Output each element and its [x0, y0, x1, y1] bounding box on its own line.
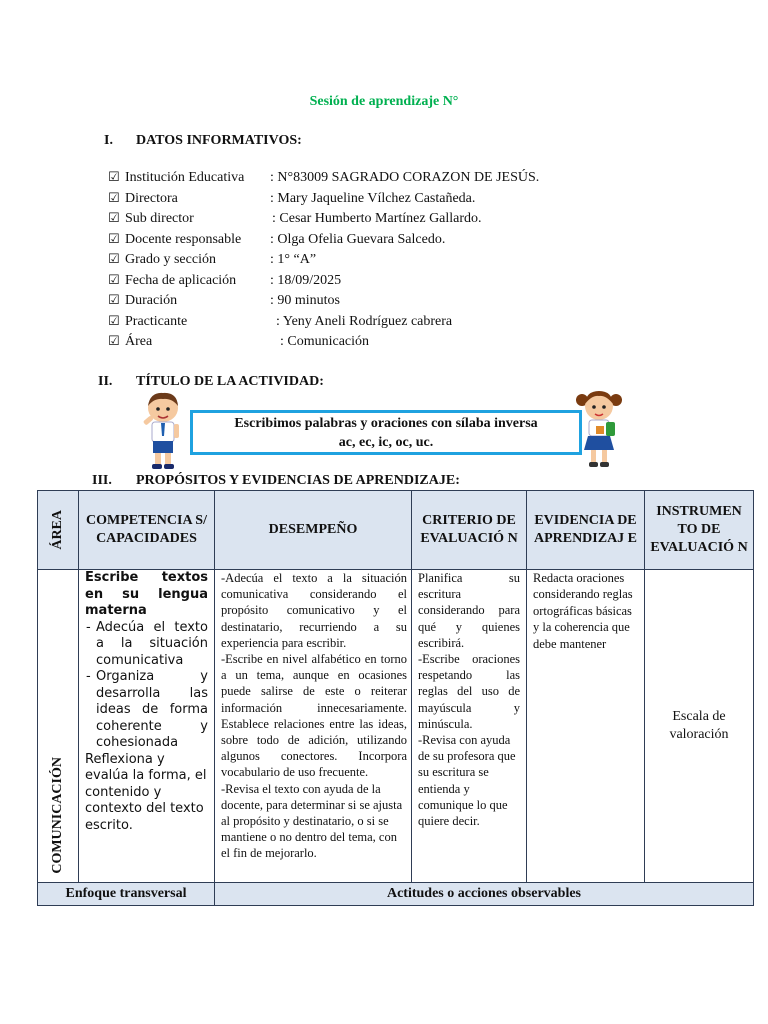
info-list	[108, 168, 540, 353]
info-label: Área	[125, 334, 153, 349]
activity-title-line1: Escribimos palabras y oraciones con sílaba inversa	[234, 416, 538, 431]
session-title: Sesión de aprendizaje N°	[309, 94, 459, 109]
info-row	[108, 230, 446, 251]
info-value: : Yeny Aneli Rodríguez cabrera	[276, 313, 453, 329]
info-value: : 18/09/2025	[270, 272, 342, 288]
section-2-title: TÍTULO DE LA ACTIVIDAD:	[136, 374, 324, 389]
instrumento-text: Escala de valoración	[669, 709, 729, 742]
checkbox-icon: ☑	[108, 334, 120, 349]
info-label: Directora	[125, 190, 178, 206]
activity-title-box	[190, 410, 582, 455]
info-row	[108, 271, 342, 292]
section-3-title: PROPÓSITOS Y EVIDENCIAS DE APRENDIZAJE:	[136, 473, 460, 488]
section-2-heading	[98, 374, 324, 390]
checkbox-icon: ☑	[108, 170, 120, 185]
header-area-cell	[38, 491, 79, 570]
capacidad-item: - Adecúa el texto a la situación comunicativa	[96, 620, 208, 670]
checkbox-icon: ☑	[108, 293, 120, 308]
info-row	[108, 189, 476, 210]
criterio-item: Planifica su escritura considerando para qué y quienes escribirá.	[418, 571, 520, 650]
desempeno-content	[215, 570, 411, 862]
info-value: : Comunicación	[280, 334, 370, 349]
girl-illustration	[576, 386, 622, 474]
info-value: : Olga Ofelia Guevara Salcedo.	[270, 231, 446, 247]
header-desempeno: DESEMPEÑO	[215, 491, 412, 570]
criterio-item: -Escribe oraciones respetando las reglas del uso de mayúscula y minúscula.	[418, 652, 520, 731]
instrumento-cell	[645, 570, 754, 883]
section-1-title: DATOS INFORMATIVOS:	[136, 133, 302, 148]
info-row	[108, 250, 317, 271]
criterio-item: -Revisa con ayuda de su profesora que su escritura se entienda y comunique lo que quiere decir.	[418, 733, 516, 829]
info-value: : Mary Jaqueline Vílchez Castañeda.	[270, 190, 476, 206]
capacidad-extra: Reflexiona y evalúa la forma, el contenido y contexto del texto escrito.	[85, 751, 207, 833]
header-area: ÁREA	[50, 510, 65, 550]
competencia-content	[79, 570, 214, 834]
desempeno-item: -Escribe en nivel alfabético en torno a un tema, aunque en ocasiones puede salirse de este o reiterar información innecesariamente. Establece relaciones entre las ideas, sobre todo de adición, utilizando algunos conectores. Incorpora vocabulario de uso frecuente.	[221, 652, 407, 780]
info-label: Practicante	[125, 313, 188, 329]
checkbox-icon: ☑	[108, 211, 120, 226]
header-criterio: CRITERIO DE EVALUACIÓ N	[412, 491, 527, 570]
section-2-number: II.	[98, 374, 113, 389]
checkbox-icon: ☑	[108, 272, 120, 288]
desempeno-item: -Adecúa el texto a la situación comunicativa considerando el propósito comunicativo y el destinatario, recurriendo a su experiencia para escribir.	[221, 571, 407, 650]
capacidad-item: - Organiza y desarrolla las ideas de forma coherente y cohesionada	[96, 669, 208, 752]
area-cell	[38, 570, 79, 883]
evidencia-text: Redacta oraciones considerando reglas ortográficas básicas y la coherencia que debe mantener	[533, 571, 633, 651]
checkbox-icon: ☑	[108, 313, 120, 329]
section-3-number: III.	[92, 473, 112, 488]
activity-title-line2: ac, ec, ic, oc, uc.	[338, 435, 434, 450]
info-value: : N°83009 SAGRADO CORAZON DE JESÚS.	[270, 170, 540, 185]
section-1-heading	[104, 133, 302, 149]
section-1-number: I.	[104, 133, 113, 148]
checkbox-icon: ☑	[108, 252, 120, 267]
info-value: : Cesar Humberto Martínez Gallardo.	[272, 211, 482, 226]
header-competencia: COMPETENCIA S/ CAPACIDADES	[79, 491, 215, 570]
checkbox-icon: ☑	[108, 231, 120, 247]
enfoque-transversal-cell: Enfoque transversal	[38, 883, 215, 906]
info-row	[108, 332, 370, 353]
info-row	[108, 312, 453, 333]
info-label: Grado y sección	[125, 252, 216, 267]
info-label: Docente responsable	[125, 231, 242, 247]
section-3-heading	[92, 473, 460, 489]
info-label: Duración	[125, 293, 178, 308]
capacidades-list	[85, 620, 208, 752]
competencia-cell	[79, 570, 215, 883]
info-row	[108, 291, 341, 312]
info-label: Fecha de aplicación	[125, 272, 237, 288]
criterio-cell	[412, 570, 527, 883]
desempeno-cell	[215, 570, 412, 883]
table-header-row	[38, 491, 754, 570]
table-row	[38, 570, 754, 883]
table-footer-row	[38, 883, 754, 906]
evidencia-cell	[527, 570, 645, 883]
info-label: Sub director	[125, 211, 194, 226]
header-instrumento: INSTRUMEN TO DE EVALUACIÓ N	[645, 491, 754, 570]
criterio-content	[412, 570, 526, 829]
purposes-table	[37, 490, 754, 906]
competencia-title: Escribe textos en su lengua materna	[85, 570, 208, 618]
checkbox-icon: ☑	[108, 190, 120, 206]
desempeno-item: -Revisa el texto con ayuda de la docente, para determinar si se ajusta al propósito y destinatario, o si se mantiene o no dentro del tema, con el fin de mejorarlo.	[221, 781, 403, 861]
boy-illustration	[138, 388, 188, 474]
info-value: : 90 minutos	[270, 293, 341, 308]
info-row	[108, 168, 540, 189]
info-value: : 1° “A”	[270, 252, 317, 267]
info-label: Institución Educativa	[125, 170, 245, 185]
info-row	[108, 209, 482, 230]
area-label: COMUNICACIÓN	[50, 757, 65, 874]
header-evidencia: EVIDENCIA DE APRENDIZAJ E	[527, 491, 645, 570]
actitudes-cell: Actitudes o acciones observables	[215, 883, 754, 906]
